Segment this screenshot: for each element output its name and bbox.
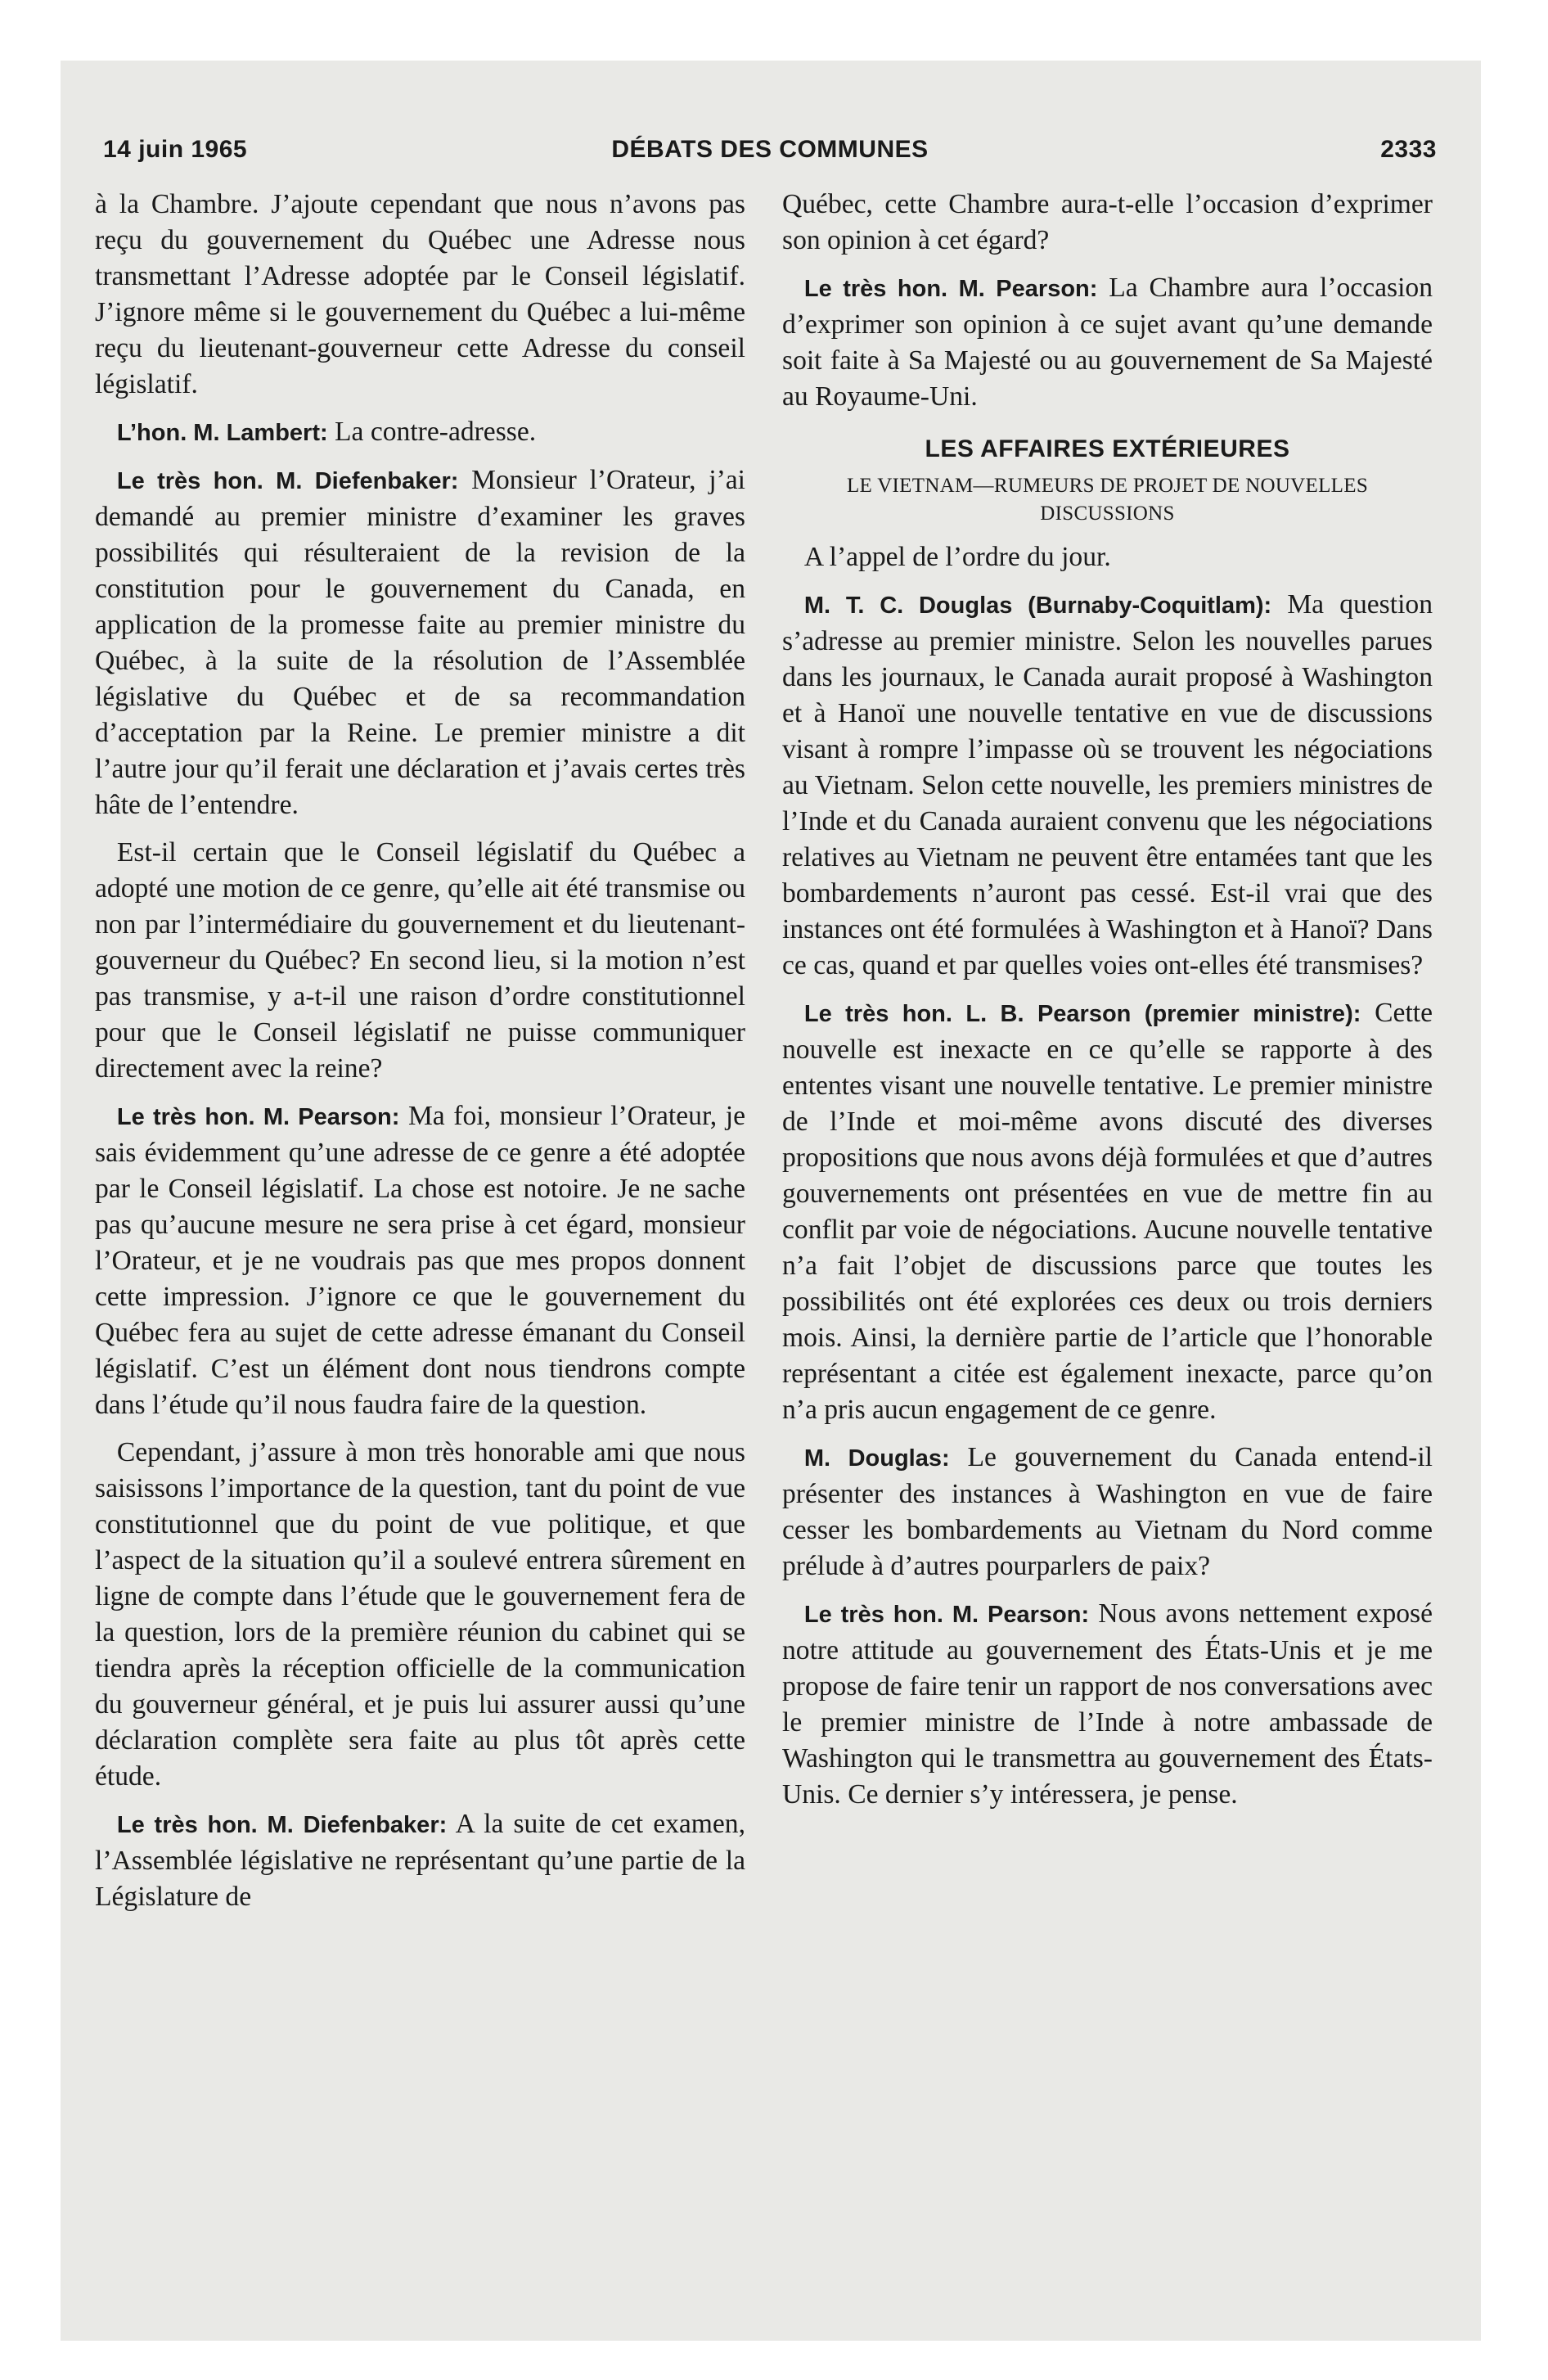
left-column bbox=[95, 187, 745, 1927]
speaker-name: L’hon. M. Lambert: bbox=[116, 420, 328, 446]
speech-text: Cette nouvelle est inexacte en ce qu’elle se rapporte à des ententes visant une nouvelle tentative. Le premier ministre de l’Inde et moi-même avons discuté des diverses propositions que nous avons déjà formulées et que d’autres gouvernements ont présentées en vue de mettre fin au conflit par voie de négociations. Aucune nouvelle tentative n’a fait l’objet de discussions parce que toutes les possibilités ont été explorées ces deux ou trois derniers mois. Ainsi, la dernière partie de l’article que l’honorable représentant a citée est également inexacte, parce qu’on n’a pris aucun engagement de ce genre. bbox=[782, 998, 1433, 1425]
speaker-name: Le très hon. M. Pearson: bbox=[803, 1602, 1090, 1628]
speech bbox=[782, 270, 1433, 415]
speech bbox=[782, 587, 1433, 984]
paragraph: à la Chambre. J’ajoute cependant que nous n’avons pas reçu du gouvernement du Québec une Adresse nous transmettant l’Adresse adoptée par le Conseil législatif. J’ignore même si le gouvernement du Québec a lui-même reçu du lieutenant-gouverneur cette Adresse du conseil législatif. bbox=[95, 189, 745, 399]
speaker-name: M. Douglas: bbox=[803, 1445, 950, 1472]
speech-text: La Chambre aura l’occasion d’exprimer son opinion à ce sujet avant qu’une demande soit faite à Sa Majesté ou au gouvernement de Sa Majesté au Royaume-Uni. bbox=[782, 273, 1433, 412]
right-column bbox=[782, 187, 1433, 1824]
speech-text: Ma foi, monsieur l’Orateur, je sais évidemment qu’une adresse de ce genre a été adoptée par le Conseil législatif. La chose est notoire. Je ne sache pas qu’aucune mesure ne sera prise à cet égard, monsieur l’Orateur, et je ne voudrais pas que mes propos donnent cette impression. J’ignore ce que le gouvernement du Québec fera au sujet de cette adresse émanant du Conseil législatif. C’est un élément dont nous tiendrons compte dans l’étude qu’il nous faudra faire de la question. bbox=[95, 1101, 745, 1420]
speech bbox=[95, 1098, 745, 1423]
speaker-name: Le très hon. M. Diefenbaker: bbox=[116, 1812, 448, 1838]
speech-text: Monsieur l’Orateur, j’ai demandé au premier ministre d’examiner les graves possibilités qui résulteraient de la revision de la constitution pour le gouvernement du Canada, en application de la promesse faite au premier ministre du Québec, à la suite de la résolution de l’Assemblée législative du Québec et de sa recommandation d’acceptation par la Reine. Le premier ministre a dit l’autre jour qu’il ferait une déclaration et j’avais certes très hâte de l’entendre. bbox=[95, 465, 746, 820]
header-date: 14 juin 1965 bbox=[103, 136, 248, 163]
speaker-name: Le très hon. M. Diefenbaker: bbox=[116, 468, 459, 494]
speech bbox=[782, 1596, 1433, 1813]
speech bbox=[95, 1806, 745, 1915]
speech bbox=[95, 414, 745, 451]
paragraph: Est-il certain que le Conseil législatif du Québec a adopté une motion de ce genre, qu’elle ait été transmise ou non par l’intermédiaire du gouvernement et du lieutenant-gouverneur du Québec? En second lieu, si la motion n’est pas transmise, y a-t-il une raison d’ordre constitutionnel pour que le Conseil législatif ne puisse communiquer directement avec la reine? bbox=[95, 837, 745, 1084]
speech bbox=[782, 995, 1433, 1428]
page-number: 2333 bbox=[1380, 136, 1437, 163]
speech-text: Nous avons nettement exposé notre attitude au gouvernement des États-Unis et je me propose de faire tenir un rapport de nos conversations avec le premier ministre de l’Inde à notre ambassade de Washington qui le transmettra au gouvernement des États-Unis. Ce dernier s’y intéressera, je pense. bbox=[782, 1598, 1433, 1810]
speech bbox=[782, 1440, 1433, 1584]
page-header bbox=[103, 136, 1437, 177]
section-title: LES AFFAIRES EXTÉRIEURES bbox=[925, 435, 1290, 462]
paragraph: A l’appel de l’ordre du jour. bbox=[803, 542, 1111, 572]
section-subtitle: LE VIETNAM—RUMEURS DE PROJET DE NOUVELLES DISCUSSIONS bbox=[846, 475, 1369, 525]
speaker-name: Le très hon. M. Pearson: bbox=[116, 1104, 400, 1130]
header-title: DÉBATS DES COMMUNES bbox=[611, 136, 929, 163]
speech-text: Ma question s’adresse au premier ministre. Selon les nouvelles parues dans les journaux, le Canada aurait proposé à Washington et à Hanoï une nouvelle tentative en vue de discussions visant à rompre l’impasse où se trouvent les négociations au Vietnam. Selon cette nouvelle, les premiers ministres de l’Inde et du Canada auraient convenu que les négociations relatives au Vietnam ne peuvent être entamées tant que les bombardements n’auront pas cessé. Est-il vrai que des instances ont été formulées à Washington et à Hanoï? Dans ce cas, quand et par quelles voies ont-elles été transmises? bbox=[782, 589, 1433, 980]
speech-text: La contre-adresse. bbox=[327, 417, 537, 447]
document-page bbox=[61, 61, 1481, 2341]
paragraph: Québec, cette Chambre aura-t-elle l’occasion d’exprimer son opinion à cet égard? bbox=[782, 189, 1433, 255]
speaker-name: Le très hon. L. B. Pearson (premier ministre): bbox=[803, 1001, 1361, 1027]
speech bbox=[95, 462, 745, 823]
speaker-name: Le très hon. M. Pearson: bbox=[803, 276, 1098, 302]
speech-text: A la suite de cet examen, l’Assemblée législative ne représentant qu’une partie de la Législature de bbox=[95, 1809, 745, 1912]
speech-text: Le gouvernement du Canada entend-il présenter des instances à Washington en vue de faire cesser les bombardements au Vietnam du Nord comme prélude à d’autres pourparlers de paix? bbox=[782, 1442, 1433, 1581]
speaker-name: M. T. C. Douglas (Burnaby-Coquitlam): bbox=[803, 593, 1272, 619]
paragraph: Cependant, j’assure à mon très honorable ami que nous saisissons l’importance de la question, tant du point de vue constitutionnel que du point de vue politique, et que l’aspect de la situation qu’il a soulevé entrera sûrement en ligne de compte dans l’étude que le gouvernement fera de la question, lors de la première réunion du cabinet qui se tiendra après la réception officielle de la communication du gouverneur général, et je puis lui assurer aussi qu’une déclaration complète sera faite au plus tôt après cette étude. bbox=[95, 1437, 745, 1792]
